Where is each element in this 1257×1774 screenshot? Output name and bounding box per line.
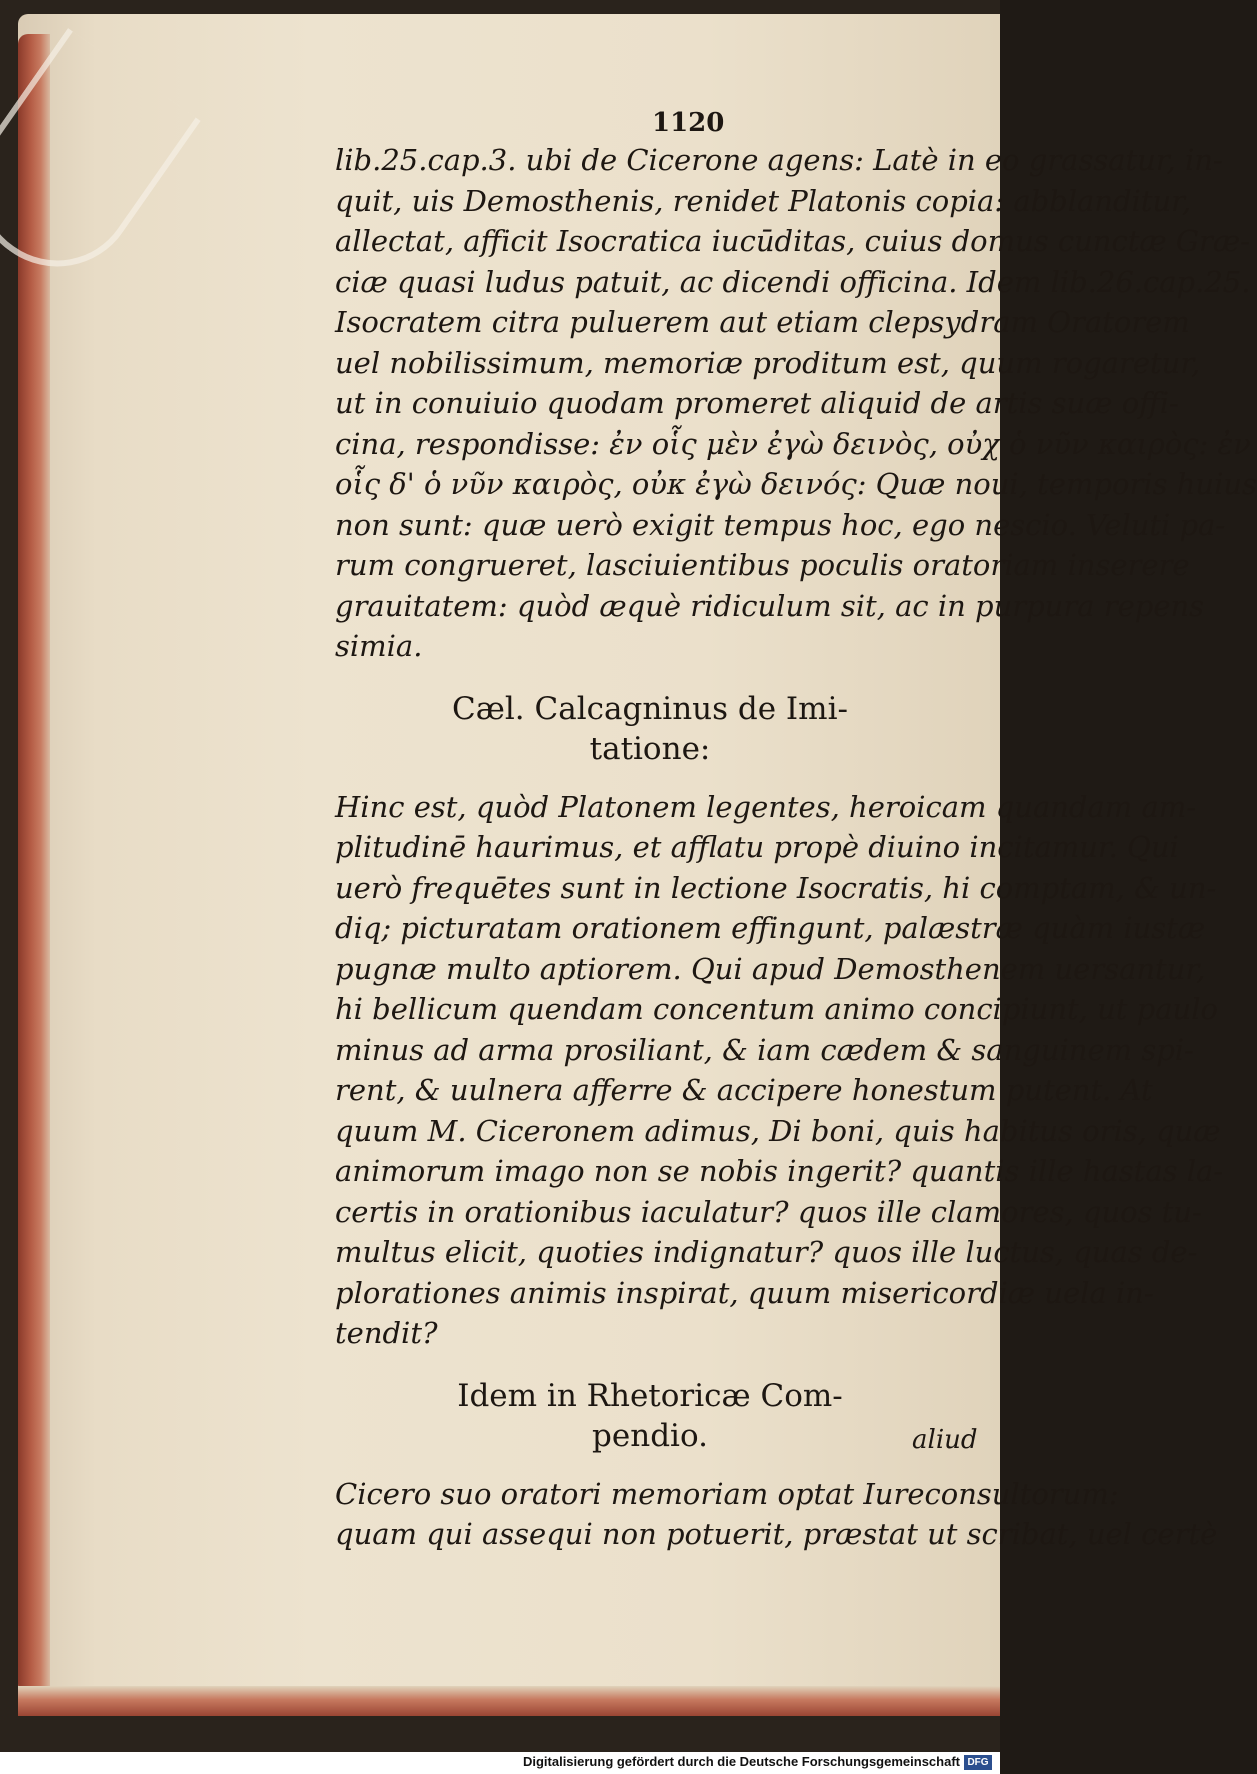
dfg-logo: DFG [964, 1755, 992, 1770]
text-line: pugnæ multo aptiorem. Qui apud Demosthenem uersantur, [335, 951, 1206, 986]
text-line: rum congrueret, lasciuientibus poculis oratoriam inserere [335, 548, 1190, 582]
text-line: uel nobilissimum, memoriæ proditum est, quum rogaretur, [335, 345, 1201, 380]
text-line: diq; picturatam orationem effingunt, palæstræ quàm iustæ [335, 911, 1206, 945]
text-line: animorum imago non se nobis ingerit? quantis ille hastas la- [335, 1154, 1224, 1188]
text-line: Cicero suo oratori memoriam optat Iureconsultorum: [335, 1476, 1119, 1511]
text-line: tendit? [335, 1316, 438, 1350]
text-line: plitudinē haurimus, et afflatu propè diuino incitamur. Qui [335, 830, 1179, 864]
text-line: rent, & uulnera afferre & accipere honestum putent. At [335, 1073, 1153, 1107]
text-line: certis in orationibus iaculatur? quos ille clamores, quos tu- [335, 1194, 1202, 1229]
funding-credit: Digitalisierung gefördert durch die Deutsche Forschungsgemeinschaft [522, 1754, 960, 1769]
red-page-edge-left [18, 34, 50, 1694]
text-line: quum M. Ciceronem adimus, Di boni, quis habitus oris, quæ [335, 1113, 1221, 1148]
text-line: plorationes animis inspirat, quum misericordiæ uela in- [335, 1275, 1154, 1310]
text-line: ut in conuiuio quodam promeret aliquid de artis suæ offi- [335, 386, 1179, 420]
red-page-edge-bottom [18, 1686, 1000, 1716]
text-line: cina, respondisse: ἐν οἷς μὲν ἐγὼ δεινὸς, οὐχ ὁ νῦν καιρὸς: ἐν [335, 426, 1251, 461]
text-line: hi bellicum quendam concentum animo concipiunt, ut paulo [335, 992, 1218, 1026]
heading-line: Idem in Rhetoricæ Com- [457, 1377, 843, 1414]
text-line: Isocratem citra puluerem aut etiam clepsydram Oratorem [335, 305, 1190, 339]
text-line: minus ad arma prosiliant, & iam cædem & sanguinem spi- [335, 1032, 1194, 1067]
heading-line: pendio. [592, 1417, 708, 1454]
section-heading-rhetoricae [335, 1376, 965, 1456]
page-number: 1120 [652, 108, 725, 138]
text-line: lib.25.cap.3. ubi de Cicerone agens: Latè in eo grassatur, in- [335, 143, 1223, 177]
text-line: simia. [335, 629, 423, 663]
text-line: ciæ quasi ludus patuit, ac dicendi officina. Idem lib.26.cap.25. [335, 264, 1251, 299]
catchword: aliud [912, 1425, 978, 1455]
text-line: quam qui assequi non potuerit, præstat ut scribat, uel certè [335, 1517, 1218, 1551]
text-line: allectat, afficit Isocratica iucūditas, cuius domus cunctæ Græ- [335, 224, 1250, 258]
text-line: Hinc est, quòd Platonem legentes, heroicam quandam am- [335, 789, 1197, 824]
text-line: grauitatem: quòd æquè ridiculum sit, ac in purpura repens [335, 588, 1205, 623]
paragraph-1 [335, 140, 1257, 667]
section-heading-calcagninus [335, 689, 965, 769]
heading-line: tatione: [589, 730, 711, 767]
text-column [335, 140, 1257, 1555]
paragraph-2 [335, 787, 1224, 1354]
text-line: non sunt: quæ uerò exigit tempus hoc, ego nescio. Veluti pa- [335, 507, 1226, 542]
text-line: quit, uis Demosthenis, renidet Platonis copia: abblanditur, [335, 183, 1192, 218]
text-line: multus elicit, quoties indignatur? quos ille luctus, quas de- [335, 1235, 1198, 1269]
paragraph-3 [335, 1474, 1218, 1555]
text-line: οἷς δ' ὁ νῦν καιρὸς, οὐκ ἐγὼ δεινός: Quæ noui, temporis huius [335, 467, 1257, 501]
text-line: uerò frequētes sunt in lectione Isocratis, hi comptam, & un- [335, 870, 1217, 905]
heading-line: Cæl. Calcagninus de Imi- [452, 690, 848, 727]
